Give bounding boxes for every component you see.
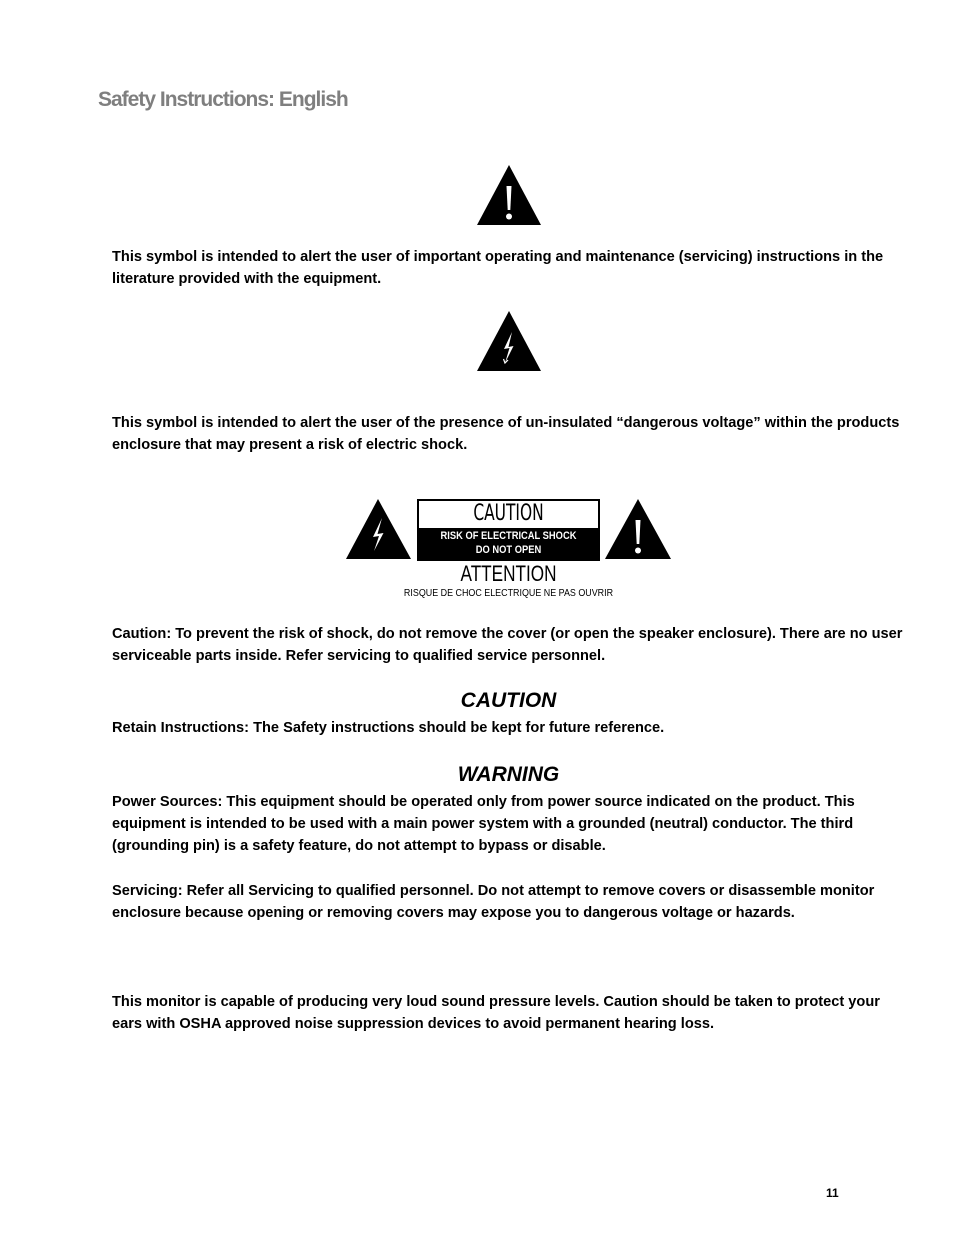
power-sources-text: Power Sources: This equipment should be operated only from power source indicated on the product. This equipment is intended to be used with a main power system with a grounded (neutral) conductor. The third (grounding pin) is a safety feature, do not attempt to bypass or disable. [112, 794, 855, 854]
hearing-warning-text: This monitor is capable of producing very loud sound pressure levels. Caution should be taken to protect your ears with OSHA approved noise suppression devices to avoid permanent hearing loss. [112, 994, 880, 1032]
servicing-text: Servicing: Refer all Servicing to qualified personnel. Do not attempt to remove covers or disassemble monitor enclosure because opening or removing covers may expose you to dangerous voltage or hazards. [112, 883, 875, 921]
exclamation-triangle-icon [476, 164, 542, 226]
exclamation-symbol-description: This symbol is intended to alert the user of important operating and maintenance (servicing) instructions in the literature provided with the equipment. [112, 249, 884, 287]
warning-heading: WARNING [457, 763, 560, 786]
caution-paragraph: Caution: To prevent the risk of shock, do not remove the cover (or open the speaker enclosure). There are no user serviceable parts inside. Refer servicing to qualified service personnel. [112, 626, 903, 664]
caution-label-attention: ATTENTION [460, 561, 557, 586]
caution-heading: CAUTION [460, 689, 557, 712]
voltage-symbol-description: This symbol is intended to alert the user of the presence of un-insulated “dangerous voltage” within the products enclosure that may present a risk of electric shock. [112, 415, 900, 453]
caution-label-risk-line1: RISK OF ELECTRICAL SHOCK [440, 530, 577, 542]
caution-label-caution: CAUTION [473, 501, 544, 526]
retain-instructions-text: Retain Instructions: The Safety instructions should be kept for future reference. [112, 720, 665, 736]
page-number: 11 [826, 1186, 839, 1200]
caution-label-risk-line2: DO NOT OPEN [475, 544, 542, 556]
caution-label-french: RISQUE DE CHOC ELECTRIQUE NE PAS OUVRIR [403, 587, 614, 599]
caution-label [345, 498, 671, 602]
page-title: Safety Instructions: English [98, 88, 348, 111]
lightning-triangle-icon [476, 310, 542, 372]
